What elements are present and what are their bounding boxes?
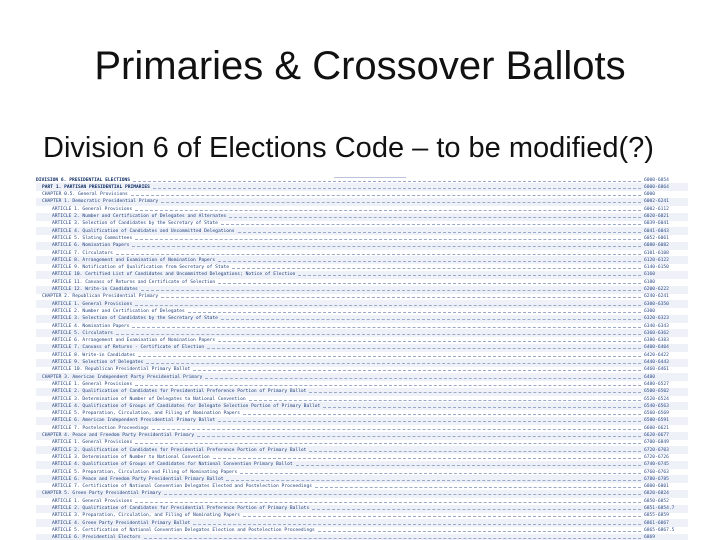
- toc-row-leader: [135, 385, 641, 386]
- toc-row-pages: 6300: [644, 308, 656, 314]
- toc-row-label: ARTICLE 3. Selection of Candidates by the Secretary of State: [52, 316, 218, 322]
- toc-row-pages: 6400-6404: [644, 345, 669, 351]
- toc-row-pages: 6340-6343: [644, 323, 669, 329]
- toc-row-label: ARTICLE 11. Canvass of Returns and Certificate of Selection: [52, 279, 216, 285]
- toc-row-leader: [188, 312, 641, 313]
- toc-row-leader: [218, 283, 641, 284]
- toc-row-leader: [141, 290, 641, 291]
- toc-row-label: ARTICLE 4. Qualification of Groups of Candidates for Delegate Selection Portion of Primary Ballot: [52, 403, 321, 409]
- toc-row-pages: 6020-6021: [644, 214, 669, 219]
- toc-row-label: ARTICLE 10. Republican Presidential Primary Ballot: [52, 367, 191, 373]
- toc-row-label: ARTICLE 5. Preparation, Circulation and Filing of Nominating Papers: [52, 469, 238, 475]
- toc-row-label: ARTICLE 5. Preparation, Circulation, and Filing of Nomination Papers: [52, 411, 241, 417]
- toc-row-leader: [197, 436, 641, 437]
- toc-row-pages: 6480: [644, 374, 656, 380]
- toc-row-pages: 6600-6621: [644, 425, 669, 431]
- toc-row-pages: 6041-6043: [644, 228, 669, 234]
- toc-row-label: ARTICLE 3. Selection of Candidates by the Secretary of State: [52, 221, 218, 227]
- toc-row-leader: [146, 363, 641, 364]
- toc-row-pages: 6052-6061: [644, 235, 669, 241]
- toc-row-label: ARTICLE 3. Preparation, Circulation, and Filing of Nominating Papers: [52, 513, 241, 519]
- toc-row-leader: [296, 465, 641, 466]
- toc-row-pages: 6080-6082: [644, 243, 669, 249]
- toc-row-leader: [218, 421, 641, 422]
- toc-row-pages: 6580-6591: [644, 418, 669, 424]
- toc-row: [36, 534, 688, 540]
- toc-row-leader: [193, 524, 641, 525]
- toc-row-leader: [193, 370, 641, 371]
- toc-row-label: CHAPTER 2. Republican Presidential Primary: [42, 294, 159, 300]
- toc-row-label: ARTICLE 3. Determination of Number to National Convention: [52, 454, 210, 460]
- toc-row-pages: 6855-6859: [644, 513, 669, 519]
- toc-row-leader: [161, 297, 641, 298]
- toc-row-pages: 6540-6563: [644, 403, 669, 409]
- toc-row-leader: [298, 275, 641, 276]
- toc-row-pages: 6780-6785: [644, 476, 669, 482]
- toc-row-leader: [152, 429, 641, 430]
- toc-row-pages: 6000-6854: [644, 177, 669, 183]
- toc-row-label: ARTICLE 6. American Independent Presidential Primary Ballot: [52, 418, 216, 424]
- toc-row-pages: 6360-6362: [644, 330, 669, 336]
- toc-row-pages: 6002-6241: [644, 199, 669, 205]
- toc-row-label: CHAPTER 5. Green Party Presidential Primary: [42, 491, 161, 497]
- toc-row-pages: 6320-6323: [644, 316, 669, 322]
- toc-row-leader: [207, 348, 641, 349]
- toc-row-pages: 6380-6383: [644, 338, 669, 344]
- toc-row-label: ARTICLE 12. Write-in Candidates: [52, 287, 138, 292]
- toc-row-pages: 6000-6864: [644, 184, 669, 190]
- toc-row-pages: 6740-6745: [644, 462, 669, 468]
- toc-row-pages: 6820-6824: [644, 491, 669, 497]
- toc-row-label: ARTICLE 4. Qualification of Groups of Candidates for National Convention Primary Ballot: [52, 462, 293, 468]
- toc-row-label: ARTICLE 1. General Provisions: [52, 498, 133, 504]
- toc-row-pages: 6180: [644, 279, 656, 285]
- toc-row-leader: [229, 217, 641, 218]
- toc-row-leader: [323, 407, 641, 408]
- toc-row-leader: [132, 246, 641, 247]
- toc-row-leader: [132, 327, 641, 328]
- toc-row-pages: 6460-6461: [644, 367, 669, 373]
- toc-row-leader: [144, 538, 641, 539]
- toc-row-label: ARTICLE 1. General Provisions: [52, 381, 133, 387]
- toc-row-pages: 6700-6849: [644, 440, 669, 446]
- toc-row-label: ARTICLE 7. Postelection Proceedings: [52, 425, 149, 431]
- toc-row-label: DIVISION 6. PRESIDENTIAL ELECTIONS: [36, 177, 131, 183]
- toc-row-pages: 6560-6569: [644, 411, 669, 417]
- toc-row-leader: [135, 305, 641, 306]
- toc-row-label: ARTICLE 4. Qualification of Candidates and Uncommitted Delegations: [52, 228, 235, 234]
- toc-row-label: ARTICLE 10. Certified List of Candidates and Uncommitted Delegations; Notice of Election: [52, 272, 296, 278]
- toc-row-label: CHAPTER 0.5. General Provisions: [42, 192, 128, 198]
- toc-row-pages: 6140-6150: [644, 265, 669, 271]
- toc-row-label: ARTICLE 5. Circulators: [52, 330, 113, 336]
- toc-row-leader: [318, 531, 641, 532]
- toc-row-label: ARTICLE 9. Notification of Qualification from Secretary of State: [52, 265, 230, 271]
- toc-row-label: ARTICLE 8. Arrangement and Examination of Nomination Papers: [52, 257, 216, 263]
- toc-row-pages: 6851-6854.7: [644, 506, 675, 511]
- toc-row-leader: [138, 356, 641, 357]
- toc-row-leader: [116, 334, 641, 335]
- toc-row-leader: [312, 509, 641, 510]
- toc-row-leader: [309, 392, 641, 393]
- toc-row-pages: 6101-6108: [644, 250, 669, 256]
- toc-row-leader: [205, 378, 641, 379]
- toc-row-label: ARTICLE 8. Write-in Candidates: [52, 352, 135, 358]
- toc-row-label: ARTICLE 2. Qualification of Candidates for Presidential Preference Portion of Primary Ballot: [52, 389, 307, 395]
- toc-row-pages: 6850-6852: [644, 498, 669, 504]
- toc-row-leader: [218, 341, 641, 342]
- toc-row-pages: 6120-6122: [644, 257, 669, 263]
- toc-row-label: CHAPTER 4. Peace and Freedom Party Presidential Primary: [42, 433, 195, 438]
- toc-row-label: ARTICLE 5. Certification of National Convention Delegates Election and Postelection Proceedings: [52, 527, 315, 533]
- toc-row-label: ARTICLE 4. Nomination Papers: [52, 323, 130, 329]
- toc-row-pages: 6039-6041: [644, 221, 669, 227]
- toc-row-pages: 6861-6867: [644, 520, 669, 526]
- toc-row-label: ARTICLE 1. General Provisions: [52, 301, 133, 307]
- toc-row-label: ARTICLE 2. Number and Certification of Delegates: [52, 308, 185, 314]
- toc-row-leader: [135, 502, 641, 503]
- toc-row-leader: [238, 232, 641, 233]
- toc-row-label: CHAPTER 1. Democratic Presidential Primary: [42, 199, 159, 205]
- toc-row-leader: [153, 188, 641, 189]
- toc-row-leader: [133, 181, 641, 182]
- toc-row-leader: [213, 458, 641, 459]
- toc-row-pages: 6520-6524: [644, 396, 669, 402]
- toc-row-leader: [315, 487, 641, 488]
- toc-row-label: ARTICLE 6. Peace and Freedom Party Presidential Primary Ballot: [52, 476, 224, 482]
- toc-row-label: ARTICLE 2. Qualification of Candidates for Presidential Preference Portion of Primary Ballots: [52, 506, 310, 511]
- toc-row-label: PART 1. PARTISAN PRESIDENTIAL PRIMARIES: [42, 184, 150, 190]
- toc-row-leader: [249, 400, 641, 401]
- slide-title: Primaries & Crossover Ballots: [94, 44, 626, 88]
- toc-row-leader: [218, 261, 641, 262]
- toc-row-label: ARTICLE 7. Certification of National Convention Delegates Elected and Postelection Proceedings: [52, 484, 312, 490]
- toc-row-pages: 6865-6867.5: [644, 527, 675, 533]
- toc-row-label: CHAPTER 3. American Independent Party Presidential Primary: [42, 374, 203, 380]
- toc-row-leader: [221, 319, 641, 320]
- toc-row-leader: [164, 494, 641, 495]
- toc-row-label: ARTICLE 1. General Provisions: [52, 440, 133, 446]
- toc-row-label: ARTICLE 4. Green Party Presidential Primary Ballot: [52, 520, 191, 526]
- toc-row-pages: 6440-6443: [644, 360, 669, 365]
- toc-row-leader: [135, 239, 641, 240]
- toc-row-label: ARTICLE 7. Circulators: [52, 250, 113, 256]
- toc-row-leader: [226, 480, 641, 481]
- toc-row-label: ARTICLE 6. Arrangement and Examination of Nomination Papers: [52, 338, 216, 344]
- toc-row-label: ARTICLE 2. Qualification of Candidates for Presidential Preference Portion of Primary Ballot: [52, 447, 307, 453]
- toc-row-label: ARTICLE 6. Presidential Electors: [52, 535, 141, 540]
- toc-row-pages: 6800-6801: [644, 484, 669, 490]
- toc-row-pages: 6480-6527: [644, 381, 669, 387]
- toc-row-label: ARTICLE 9. Selection of Delegates: [52, 360, 144, 365]
- toc-row-pages: 6300-6350: [644, 301, 669, 307]
- toc-row-label: ARTICLE 5. Slating Committees: [52, 235, 133, 241]
- toc-row-leader: [221, 224, 641, 225]
- toc-row-pages: 6002-6112: [644, 206, 669, 212]
- toc-row-leader: [135, 210, 641, 211]
- toc-row-label: ARTICLE 1. General Provisions: [52, 206, 133, 212]
- toc-row-pages: 6720-6726: [644, 454, 669, 460]
- toc-row-label: ARTICLE 6. Nomination Papers: [52, 243, 130, 249]
- toc-row-pages: 6240-6241: [644, 294, 669, 300]
- toc-row-pages: 6500-6502: [644, 389, 669, 395]
- toc-row-leader: [232, 268, 641, 269]
- toc-row-leader: [240, 473, 641, 474]
- slide-subtitle: Division 6 of Elections Code – to be modified(?): [43, 132, 654, 164]
- toc-row-leader: [161, 202, 641, 203]
- toc-row-pages: 6620-6677: [644, 433, 669, 438]
- toc-row-pages: 6200-6222: [644, 287, 669, 292]
- toc-row-pages: 6760-6763: [644, 469, 669, 475]
- toc-row-leader: [243, 414, 641, 415]
- toc-row-label: ARTICLE 2. Number and Certification of Delegates and Alternates: [52, 214, 227, 219]
- toc-row-leader: [135, 443, 641, 444]
- toc-row-label: ARTICLE 3. Determination of Number of Delegates to National Convention: [52, 396, 246, 402]
- toc-row-leader: [309, 451, 641, 452]
- toc-row-pages: 6720-6703: [644, 447, 669, 453]
- toc-row-pages: 6000: [644, 192, 656, 198]
- toc-row-leader: [116, 254, 641, 255]
- table-of-contents-image: [36, 176, 688, 540]
- toc-row-label: ARTICLE 7. Canvass of Returns - Certificate of Election: [52, 345, 205, 351]
- toc-row-pages: 6160: [644, 272, 656, 278]
- toc-row-leader: [243, 516, 641, 517]
- toc-row-pages: 6420-6422: [644, 352, 669, 358]
- toc-row-pages: 6869: [644, 535, 656, 540]
- toc-row-leader: [131, 195, 641, 196]
